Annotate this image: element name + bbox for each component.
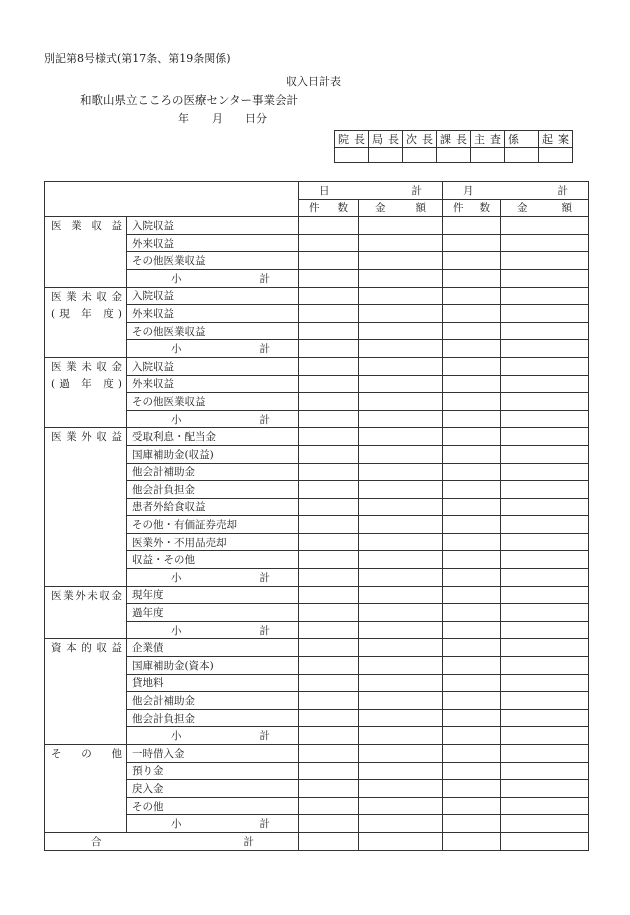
item-label: 他会計負担金 — [127, 709, 299, 727]
daily-amount-cell[interactable] — [359, 709, 443, 727]
table-row — [45, 657, 589, 675]
monthly-count-cell[interactable] — [443, 762, 501, 780]
grand-total-row — [45, 832, 589, 850]
monthly-amount-cell[interactable] — [501, 551, 589, 569]
daily-count-cell[interactable] — [299, 745, 359, 763]
daily-amount-cell[interactable] — [359, 551, 443, 569]
item-label: 貸地料 — [127, 674, 299, 692]
monthly-amount-cell[interactable] — [501, 481, 589, 499]
table-row — [45, 498, 589, 516]
monthly-count-cell[interactable] — [443, 463, 501, 481]
subtotal-row — [45, 569, 589, 587]
monthly-count-cell[interactable] — [443, 621, 501, 639]
header-row-1 — [45, 182, 589, 200]
table-row — [45, 252, 589, 270]
table-row — [45, 287, 589, 305]
monthly-count-cell[interactable] — [443, 797, 501, 815]
daily-count-cell[interactable] — [299, 709, 359, 727]
daily-amount-cell[interactable] — [359, 586, 443, 604]
monthly-count-cell[interactable] — [443, 727, 501, 745]
daily-amount-cell[interactable] — [359, 621, 443, 639]
monthly-amount-cell[interactable] — [501, 393, 589, 411]
monthly-amount-cell[interactable] — [501, 639, 589, 657]
monthly-count-cell[interactable] — [443, 639, 501, 657]
monthly-amount-cell[interactable] — [501, 797, 589, 815]
monthly-amount-cell[interactable] — [501, 217, 589, 235]
monthly-amount-cell[interactable] — [501, 269, 589, 287]
date-day-label: 日分 — [245, 112, 267, 125]
item-label: 戻入金 — [127, 780, 299, 798]
daily-amount-cell[interactable] — [359, 305, 443, 323]
table-row — [45, 516, 589, 534]
monthly-amount-cell[interactable] — [501, 234, 589, 252]
daily-count-cell[interactable] — [299, 551, 359, 569]
monthly-count-cell[interactable] — [443, 428, 501, 446]
monthly-amount-cell[interactable] — [501, 674, 589, 692]
monthly-count-cell[interactable] — [443, 780, 501, 798]
monthly-amount-cell[interactable] — [501, 498, 589, 516]
approval-label: 次 長 — [403, 131, 437, 148]
daily-amount-cell[interactable] — [359, 410, 443, 428]
table-row — [45, 393, 589, 411]
item-label: 現年度 — [127, 586, 299, 604]
daily-count-cell[interactable] — [299, 586, 359, 604]
monthly-amount-cell[interactable] — [501, 780, 589, 798]
approval-stamp-box[interactable] — [403, 148, 437, 163]
daily-count-cell[interactable] — [299, 252, 359, 270]
table-row — [45, 780, 589, 798]
approval-label: 院 長 — [335, 131, 369, 148]
monthly-amount-cell[interactable] — [501, 692, 589, 710]
monthly-count-cell[interactable] — [443, 832, 501, 850]
category-label: 医 業 収 益 — [51, 220, 122, 233]
table-row — [45, 445, 589, 463]
daily-amount-cell[interactable] — [359, 674, 443, 692]
item-label: 国庫補助金(収益) — [127, 445, 299, 463]
monthly-count-cell[interactable] — [443, 516, 501, 534]
approval-label: 課 長 — [437, 131, 471, 148]
daily-amount-cell[interactable] — [359, 832, 443, 850]
table-row — [45, 463, 589, 481]
table-row — [45, 481, 589, 499]
monthly-amount-cell[interactable] — [501, 516, 589, 534]
item-label: 企業債 — [127, 639, 299, 657]
subtotal-label: 小 計 — [127, 621, 299, 639]
monthly-count-cell[interactable] — [443, 357, 501, 375]
monthly-amount-cell[interactable] — [501, 463, 589, 481]
monthly-amount-cell[interactable] — [501, 604, 589, 622]
daily-amount-cell[interactable] — [359, 463, 443, 481]
item-label: 一時借入金 — [127, 745, 299, 763]
monthly-count-cell[interactable] — [443, 692, 501, 710]
item-label: 患者外給食収益 — [127, 498, 299, 516]
subtotal-label: 小 計 — [127, 727, 299, 745]
approval-stamp-box[interactable] — [539, 148, 573, 163]
item-label: その他医業収益 — [127, 252, 299, 270]
monthly-count-cell[interactable] — [443, 709, 501, 727]
category-cell — [45, 586, 127, 639]
subtotal-row — [45, 815, 589, 833]
subtotal-label: 小 計 — [127, 410, 299, 428]
category-label: 資本的収益 — [51, 642, 122, 655]
approval-label: 主 査 — [471, 131, 505, 148]
monthly-amount-cell[interactable] — [501, 357, 589, 375]
monthly-count-cell[interactable] — [443, 269, 501, 287]
monthly-count-cell[interactable] — [443, 481, 501, 499]
monthly-count-cell[interactable] — [443, 815, 501, 833]
monthly-amount-cell[interactable] — [501, 727, 589, 745]
item-label: その他 — [127, 797, 299, 815]
table-row — [45, 745, 589, 763]
daily-amount-cell[interactable] — [359, 516, 443, 534]
category-cell — [45, 357, 127, 427]
daily-count-cell[interactable] — [299, 340, 359, 358]
monthly-amount-cell[interactable] — [501, 709, 589, 727]
daily-count-cell[interactable] — [299, 780, 359, 798]
item-label: 入院収益 — [127, 287, 299, 305]
monthly-amount-cell[interactable] — [501, 428, 589, 446]
form-reference: 別記第8号様式(第17条、第19条関係) — [44, 52, 231, 65]
daily-count-cell[interactable] — [299, 727, 359, 745]
monthly-count-cell[interactable] — [443, 287, 501, 305]
item-label: その他医業収益 — [127, 322, 299, 340]
document-title: 収入日計表 — [286, 75, 341, 88]
item-label: 外来収益 — [127, 234, 299, 252]
approval-stamp-box[interactable] — [471, 148, 505, 163]
monthly-count-cell[interactable] — [443, 604, 501, 622]
daily-amount-cell[interactable] — [359, 780, 443, 798]
daily-amount-cell[interactable] — [359, 657, 443, 675]
daily-count-cell[interactable] — [299, 498, 359, 516]
monthly-count-cell[interactable] — [443, 498, 501, 516]
monthly-count-cell[interactable] — [443, 305, 501, 323]
category-label: 医業未収金 — [51, 360, 122, 373]
category-label: (過 年 度) — [51, 377, 122, 390]
daily-count-cell[interactable] — [299, 217, 359, 235]
income-ledger-table — [44, 181, 589, 851]
category-label: そ の 他 — [51, 748, 122, 760]
table-row — [45, 305, 589, 323]
subtotal-row — [45, 340, 589, 358]
monthly-count-cell[interactable] — [443, 533, 501, 551]
monthly-amount-cell[interactable] — [501, 340, 589, 358]
item-label: 外来収益 — [127, 375, 299, 393]
daily-amount-cell[interactable] — [359, 287, 443, 305]
table-row — [45, 674, 589, 692]
monthly-count-cell[interactable] — [443, 393, 501, 411]
subtotal-label: 小 計 — [127, 815, 299, 833]
daily-count-cell[interactable] — [299, 445, 359, 463]
monthly-amount-cell[interactable] — [501, 533, 589, 551]
daily-amount-cell[interactable] — [359, 692, 443, 710]
daily-amount-cell[interactable] — [359, 393, 443, 411]
monthly-amount-cell[interactable] — [501, 762, 589, 780]
approval-label: 局 長 — [369, 131, 403, 148]
daily-count-cell[interactable] — [299, 692, 359, 710]
monthly-amount-cell[interactable] — [501, 569, 589, 587]
subtotal-label: 小 計 — [127, 569, 299, 587]
monthly-count-cell[interactable] — [443, 674, 501, 692]
date-line — [178, 110, 267, 126]
daily-amount-cell[interactable] — [359, 340, 443, 358]
item-label: 受取利息・配当金 — [127, 428, 299, 446]
monthly-total-header: 月 計 — [443, 182, 589, 200]
table-row — [45, 322, 589, 340]
approval-label: 係 — [505, 131, 539, 148]
item-label: 医業外・不用品売却 — [127, 533, 299, 551]
daily-amount-cell[interactable] — [359, 322, 443, 340]
monthly-amount-cell[interactable] — [501, 410, 589, 428]
monthly-amount-cell[interactable] — [501, 375, 589, 393]
daily-amount-cell[interactable] — [359, 727, 443, 745]
monthly-count-cell[interactable] — [443, 657, 501, 675]
daily-amount-cell[interactable] — [359, 234, 443, 252]
item-label: 国庫補助金(資本) — [127, 657, 299, 675]
category-label: 医業未収金 — [51, 290, 122, 303]
monthly-amount-header: 金 額 — [501, 199, 589, 217]
daily-total-header: 日 計 — [299, 182, 443, 200]
monthly-amount-cell[interactable] — [501, 287, 589, 305]
daily-count-cell[interactable] — [299, 375, 359, 393]
table-row — [45, 586, 589, 604]
daily-count-cell[interactable] — [299, 657, 359, 675]
monthly-count-header: 件 数 — [443, 199, 501, 217]
monthly-amount-cell[interactable] — [501, 832, 589, 850]
table-row — [45, 551, 589, 569]
daily-count-cell[interactable] — [299, 516, 359, 534]
category-cell — [45, 217, 127, 287]
monthly-count-cell[interactable] — [443, 745, 501, 763]
table-row — [45, 639, 589, 657]
daily-count-cell[interactable] — [299, 604, 359, 622]
monthly-count-cell[interactable] — [443, 586, 501, 604]
approval-stamp-box[interactable] — [335, 148, 369, 163]
category-cell — [45, 639, 127, 745]
daily-amount-cell[interactable] — [359, 639, 443, 657]
daily-count-cell[interactable] — [299, 674, 359, 692]
daily-amount-cell[interactable] — [359, 357, 443, 375]
item-label: 入院収益 — [127, 357, 299, 375]
monthly-count-cell[interactable] — [443, 375, 501, 393]
daily-amount-cell[interactable] — [359, 815, 443, 833]
daily-count-cell[interactable] — [299, 762, 359, 780]
header-blank-cell — [45, 182, 299, 217]
item-label: 入院収益 — [127, 217, 299, 235]
daily-count-cell[interactable] — [299, 428, 359, 446]
monthly-count-cell[interactable] — [443, 234, 501, 252]
daily-amount-cell[interactable] — [359, 569, 443, 587]
category-cell — [45, 428, 127, 586]
daily-amount-cell[interactable] — [359, 604, 443, 622]
daily-count-cell[interactable] — [299, 287, 359, 305]
monthly-count-cell[interactable] — [443, 340, 501, 358]
table-row — [45, 234, 589, 252]
approval-stamp-box[interactable] — [369, 148, 403, 163]
daily-amount-cell[interactable] — [359, 533, 443, 551]
daily-amount-cell[interactable] — [359, 217, 443, 235]
daily-amount-cell[interactable] — [359, 375, 443, 393]
daily-count-cell[interactable] — [299, 639, 359, 657]
grand-total-label: 合 計 — [45, 832, 299, 850]
daily-count-cell[interactable] — [299, 569, 359, 587]
monthly-count-cell[interactable] — [443, 569, 501, 587]
subtotal-row — [45, 621, 589, 639]
monthly-amount-cell[interactable] — [501, 445, 589, 463]
daily-amount-cell[interactable] — [359, 745, 443, 763]
daily-count-cell[interactable] — [299, 463, 359, 481]
item-label: その他・有価証券売却 — [127, 516, 299, 534]
monthly-count-cell[interactable] — [443, 322, 501, 340]
table-row — [45, 797, 589, 815]
table-row — [45, 762, 589, 780]
monthly-count-cell[interactable] — [443, 410, 501, 428]
monthly-amount-cell[interactable] — [501, 815, 589, 833]
table-row — [45, 692, 589, 710]
item-label: 預り金 — [127, 762, 299, 780]
daily-count-cell[interactable] — [299, 621, 359, 639]
monthly-amount-cell[interactable] — [501, 657, 589, 675]
daily-amount-cell[interactable] — [359, 428, 443, 446]
daily-amount-cell[interactable] — [359, 481, 443, 499]
table-row — [45, 217, 589, 235]
daily-amount-cell[interactable] — [359, 797, 443, 815]
monthly-count-cell[interactable] — [443, 252, 501, 270]
subtotal-label: 小 計 — [127, 269, 299, 287]
item-label: 収益・その他 — [127, 551, 299, 569]
subtotal-row — [45, 269, 589, 287]
category-cell — [45, 745, 127, 833]
item-label: 他会計負担金 — [127, 481, 299, 499]
subtotal-row — [45, 410, 589, 428]
item-label: 他会計補助金 — [127, 463, 299, 481]
daily-count-cell[interactable] — [299, 815, 359, 833]
subtotal-label: 小 計 — [127, 340, 299, 358]
daily-count-header: 件 数 — [299, 199, 359, 217]
daily-count-cell[interactable] — [299, 533, 359, 551]
daily-count-cell[interactable] — [299, 410, 359, 428]
approval-label: 起 案 — [539, 131, 573, 148]
table-row — [45, 604, 589, 622]
monthly-amount-cell[interactable] — [501, 745, 589, 763]
organization-name: 和歌山県立こころの医療センター事業会計 — [80, 93, 299, 107]
category-label: (現 年 度) — [51, 307, 122, 320]
monthly-amount-cell[interactable] — [501, 252, 589, 270]
item-label: 過年度 — [127, 604, 299, 622]
item-label: 他会計補助金 — [127, 692, 299, 710]
daily-count-cell[interactable] — [299, 357, 359, 375]
monthly-count-cell[interactable] — [443, 217, 501, 235]
daily-count-cell[interactable] — [299, 305, 359, 323]
monthly-amount-cell[interactable] — [501, 621, 589, 639]
table-row — [45, 709, 589, 727]
monthly-amount-cell[interactable] — [501, 322, 589, 340]
daily-count-cell[interactable] — [299, 481, 359, 499]
approval-stamp-table — [334, 130, 573, 163]
daily-amount-cell[interactable] — [359, 445, 443, 463]
category-cell — [45, 287, 127, 357]
daily-amount-cell[interactable] — [359, 498, 443, 516]
daily-count-cell[interactable] — [299, 322, 359, 340]
approval-stamp-box[interactable] — [505, 148, 539, 163]
daily-count-cell[interactable] — [299, 234, 359, 252]
monthly-count-cell[interactable] — [443, 551, 501, 569]
table-row — [45, 533, 589, 551]
monthly-amount-cell[interactable] — [501, 586, 589, 604]
table-row — [45, 357, 589, 375]
approval-stamp-box[interactable] — [437, 148, 471, 163]
daily-count-cell[interactable] — [299, 797, 359, 815]
daily-amount-header: 金 額 — [359, 199, 443, 217]
daily-amount-cell[interactable] — [359, 762, 443, 780]
category-label: 医業外収益 — [51, 431, 122, 444]
daily-count-cell[interactable] — [299, 269, 359, 287]
item-label: その他医業収益 — [127, 393, 299, 411]
monthly-amount-cell[interactable] — [501, 305, 589, 323]
daily-amount-cell[interactable] — [359, 269, 443, 287]
subtotal-row — [45, 727, 589, 745]
table-row — [45, 375, 589, 393]
category-label: 医業外未収金 — [51, 589, 122, 602]
date-month-label: 月 — [212, 112, 223, 125]
item-label: 外来収益 — [127, 305, 299, 323]
table-row — [45, 428, 589, 446]
monthly-count-cell[interactable] — [443, 445, 501, 463]
daily-amount-cell[interactable] — [359, 252, 443, 270]
daily-count-cell[interactable] — [299, 832, 359, 850]
daily-count-cell[interactable] — [299, 393, 359, 411]
date-year-label: 年 — [178, 112, 189, 125]
